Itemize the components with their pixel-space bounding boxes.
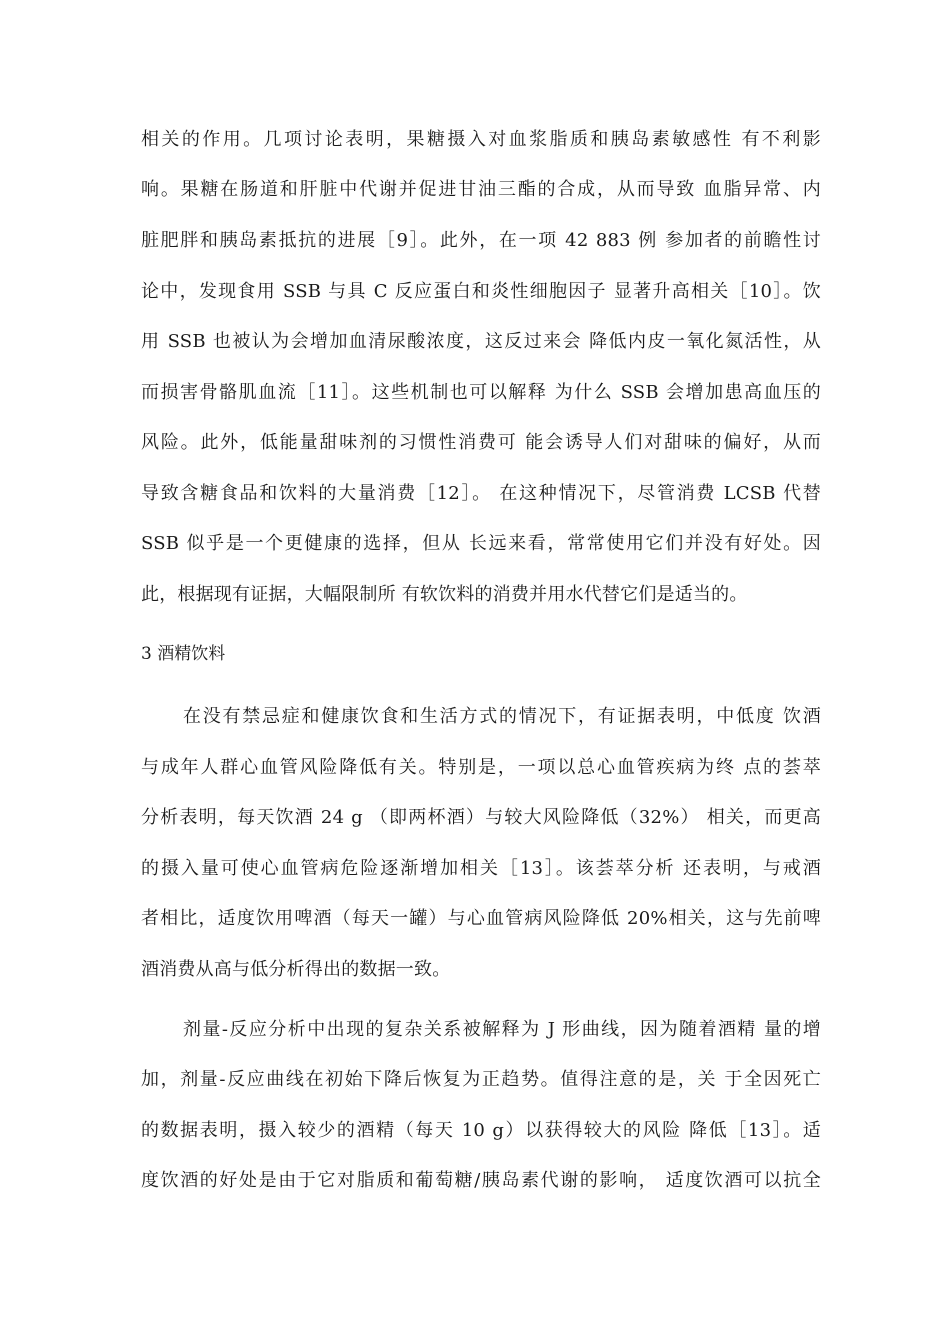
- text-line: 脏肥胖和胰岛素抵抗的进展［9］。此外，在一项 42 883 例 参加者的前瞻性讨: [141, 230, 821, 251]
- text-line: 加，剂量-反应曲线在初始下降后恢复为正趋势。值得注意的是，关 于全因死亡: [141, 1069, 821, 1090]
- text-line: 响。果糖在肠道和肝脏中代谢并促进甘油三酯的合成，从而导致 血脂异常、内: [141, 179, 821, 200]
- text-line: 的数据表明，摄入较少的酒精（每天 10 g）以获得较大的风险 降低［13］。适: [141, 1120, 821, 1141]
- text-line: 此，根据现有证据，大幅限制所 有软饮料的消费并用水代替它们是适当的。: [141, 584, 748, 605]
- text-line: 用 SSB 也被认为会增加血清尿酸浓度，这反过来会 降低内皮一氧化氮活性，从: [141, 331, 821, 352]
- section-heading: 3 酒精饮料: [141, 644, 226, 664]
- text-line: 论中，发现食用 SSB 与具 C 反应蛋白和炎性细胞因子 显著升高相关［10］。饮: [141, 281, 821, 302]
- text-line: 酒消费从高与低分析得出的数据一致。: [141, 959, 451, 980]
- text-line: 度饮酒的好处是由于它对脂质和葡萄糖/胰岛素代谢的影响， 适度饮酒可以抗全: [141, 1170, 821, 1191]
- text-line: 风险。此外，低能量甜味剂的习惯性消费可 能会诱导人们对甜味的偏好，从而: [141, 432, 821, 453]
- text-line: 与成年人群心血管风险降低有关。特别是，一项以总心血管疾病为终 点的荟萃: [141, 757, 821, 778]
- text-line: 者相比，适度饮用啤酒（每天一罐）与心血管病风险降低 20%相关，这与先前啤: [141, 908, 821, 929]
- text-line: SSB 似乎是一个更健康的选择，但从 长远来看，常常使用它们并没有好处。因: [141, 533, 821, 554]
- text-line: 的摄入量可使心血管病危险逐渐增加相关［13］。该荟萃分析 还表明，与戒酒: [141, 858, 821, 879]
- text-line: 而损害骨骼肌血流［11］。这些机制也可以解释 为什么 SSB 会增加患高血压的: [141, 382, 821, 403]
- text-line: 相关的作用。几项讨论表明，果糖摄入对血浆脂质和胰岛素敏感性 有不利影: [141, 129, 821, 150]
- text-line: 分析表明，每天饮酒 24 g （即两杯酒）与较大风险降低（32%） 相关，而更高: [141, 807, 821, 828]
- text-line: 导致含糖食品和饮料的大量消费［12］。 在这种情况下，尽管消费 LCSB 代替: [141, 483, 821, 504]
- text-line: 在没有禁忌症和健康饮食和生活方式的情况下，有证据表明，中低度 饮酒: [183, 706, 821, 727]
- text-line: 剂量-反应分析中出现的复杂关系被解释为 J 形曲线，因为随着酒精 量的增: [183, 1019, 821, 1040]
